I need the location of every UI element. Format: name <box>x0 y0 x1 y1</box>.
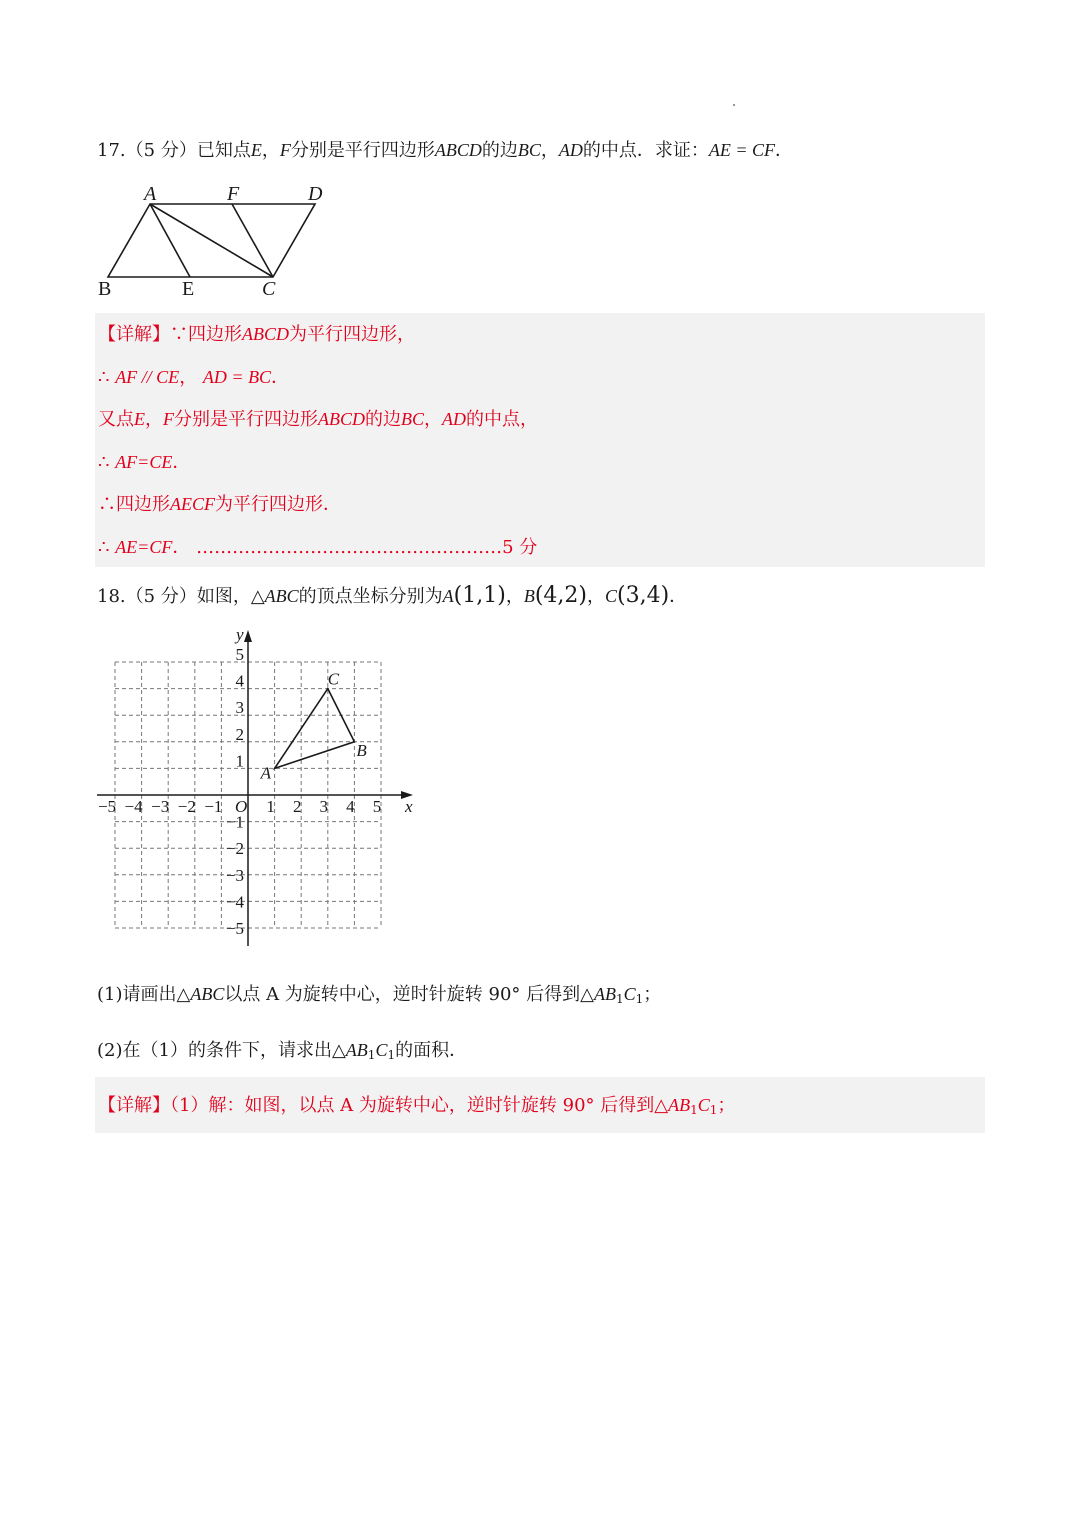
q17-goal: AE = CF <box>708 140 775 160</box>
q18-text: (2)在（1）的条件下，请求出 <box>97 1040 332 1061</box>
sol17-line5 <box>98 491 341 518</box>
x-tick-label: 2 <box>292 797 302 816</box>
sol17-var: AF // CE <box>115 367 180 387</box>
q18-var: ABC <box>190 984 225 1004</box>
sol17-text: ∴四边形 <box>98 494 170 515</box>
sol17-text: ∴ <box>98 367 110 388</box>
q18-text: ； <box>643 984 662 1005</box>
x-tick-label: −1 <box>204 797 223 816</box>
sol17-line3 <box>98 406 538 433</box>
sol17-text: ∴ <box>98 452 110 473</box>
y-axis-arrow <box>244 630 252 642</box>
sol17-text: 又点 <box>98 409 134 430</box>
q18-score: （5 分） <box>125 586 197 607</box>
sol17-var: AD = BC <box>202 367 272 387</box>
x-tick-label: −3 <box>151 797 170 816</box>
solution-17-box <box>95 313 985 567</box>
sol17-var: E <box>134 409 145 429</box>
sol17-text: 的中点， <box>466 409 539 430</box>
sol17-var: F <box>163 409 174 429</box>
sol17-line2 <box>98 364 289 391</box>
q18-text: 的面积． <box>395 1040 468 1061</box>
q18-number: 18. <box>97 586 126 607</box>
x-tick-label: −5 <box>97 797 117 816</box>
label-d: D <box>308 183 323 205</box>
y-tick-label: 4 <box>235 671 244 691</box>
label-e: E <box>182 278 195 300</box>
q18-coord: (3,4) <box>617 583 670 608</box>
sol17-var: ABCD <box>318 409 365 429</box>
subscript: 1 <box>387 1048 396 1062</box>
page-dot <box>733 104 735 106</box>
q17-sep: ， <box>540 140 559 161</box>
triangle-symbol: △ <box>654 1095 669 1116</box>
q18-var: AB <box>593 984 616 1004</box>
q17-var: E <box>250 140 262 160</box>
q17-var: F <box>279 140 291 160</box>
subscript: 1 <box>367 1048 376 1062</box>
subscript: 1 <box>709 1103 718 1117</box>
sol17-text: ， <box>145 409 163 430</box>
q17-statement <box>97 137 793 164</box>
q18-coord: (4,2) <box>534 583 587 608</box>
q18-var: C <box>604 586 617 606</box>
sol17-line4 <box>98 449 190 476</box>
x-tick-label: −4 <box>124 797 143 816</box>
q17-var: BC <box>517 140 541 160</box>
sol17-text: ． <box>271 367 290 388</box>
subscript: 1 <box>635 992 644 1006</box>
triangle-symbol: △ <box>580 984 594 1005</box>
solution-tag: 【详解】 <box>98 1095 170 1116</box>
subscript: 1 <box>690 1103 698 1117</box>
segment-fc <box>232 204 273 277</box>
x-tick-label: 1 <box>266 797 275 816</box>
sol17-text: ， <box>179 367 198 388</box>
y-axis-label: y <box>236 625 244 644</box>
solution-18-box <box>95 1077 985 1133</box>
q18-var: A <box>442 586 454 606</box>
q18-text: 如图， <box>196 586 251 607</box>
sol17-text: ， <box>424 409 443 430</box>
sol18-line1 <box>98 1092 735 1123</box>
sol17-text: 分别是平行四边形 <box>174 409 318 430</box>
point-label-c: C <box>327 669 340 689</box>
q17-var: ABCD <box>434 140 482 160</box>
sol17-text: ∵四边形 <box>170 324 242 345</box>
x-tick-label: 3 <box>319 797 329 816</box>
q17-text: 的边 <box>481 140 518 161</box>
point-label-b: B <box>356 740 367 760</box>
triangle-abc <box>275 689 355 769</box>
sol18-text: （1）解：如图，以点 A 为旋转中心，逆时针旋转 90° 后得到 <box>170 1095 655 1116</box>
q18-var: △ABC <box>250 586 299 606</box>
x-tick-label: 4 <box>346 797 355 816</box>
origin-label: O <box>235 797 248 816</box>
q17-score: （5 分） <box>125 140 197 161</box>
y-tick-label: −2 <box>225 839 244 859</box>
sol17-line1 <box>98 321 415 348</box>
sol17-text: ∴ <box>98 537 110 558</box>
q18-text: 的顶点坐标分别为 <box>298 586 443 607</box>
sol17-text: ． <box>172 452 191 473</box>
q18-var: AB <box>345 1040 368 1060</box>
sol17-var: AD <box>442 409 467 429</box>
x-tick-label: −2 <box>177 797 196 816</box>
sol17-text: 为平行四边形． <box>215 494 341 515</box>
y-tick-label: −4 <box>225 892 244 912</box>
sol17-var: AF=CE <box>115 452 173 472</box>
sol17-line6 <box>98 534 537 561</box>
q17-text: 分别是平行四边形 <box>290 140 435 161</box>
y-tick-label: 3 <box>235 698 244 718</box>
y-tick-label: 2 <box>235 724 244 744</box>
x-axis-label: x <box>405 797 413 816</box>
sol17-text: ． <box>172 537 191 558</box>
q17-var: AD <box>558 140 583 160</box>
q17-number: 17. <box>97 140 126 161</box>
score-dots: ……………………………………………5 分 <box>196 537 538 558</box>
label-c: C <box>262 278 276 300</box>
y-tick-label: −3 <box>225 865 244 885</box>
q18-var: C <box>375 1040 388 1060</box>
triangle-symbol: △ <box>331 1040 346 1061</box>
q17-text: 的中点．求证： <box>582 140 709 161</box>
coordinate-plane <box>92 620 442 960</box>
q18-var: B <box>523 586 535 606</box>
q18-sep: ， <box>505 586 524 607</box>
q18-sep: ， <box>586 586 605 607</box>
sol17-var: BC <box>401 409 425 429</box>
q18-statement <box>97 583 687 610</box>
segment-ac <box>150 204 273 277</box>
solution-tag: 【详解】 <box>98 324 170 345</box>
label-a: A <box>144 183 157 205</box>
label-f: F <box>227 183 240 205</box>
sol18-var: AB <box>668 1095 691 1115</box>
sol17-text: 的边 <box>365 409 401 430</box>
q17-end: ． <box>774 140 793 161</box>
q18-var: C <box>623 984 636 1004</box>
label-b: B <box>98 278 112 300</box>
x-tick-label: 5 <box>372 797 382 816</box>
sol18-text: ； <box>717 1095 736 1116</box>
q18-text: (1)请画出△ <box>97 984 191 1005</box>
parallelogram-figure <box>90 178 340 302</box>
q18-part1 <box>97 981 661 1012</box>
q18-end: ． <box>669 586 688 607</box>
sol17-var: ABCD <box>242 324 289 344</box>
y-tick-label: −5 <box>225 919 244 938</box>
sol17-text: 为平行四边形， <box>289 324 415 345</box>
point-label-a: A <box>260 763 271 783</box>
q17-text: 已知点 <box>196 140 251 161</box>
y-tick-label: 5 <box>235 645 244 664</box>
subscript: 1 <box>615 992 624 1006</box>
y-tick-label: 1 <box>235 751 244 771</box>
sol17-var: AECF <box>170 494 215 514</box>
y-tick-label: −1 <box>225 812 244 832</box>
q17-sep: ， <box>261 140 280 161</box>
sol18-var: C <box>697 1095 710 1115</box>
sol17-var: AE=CF <box>115 537 173 557</box>
q18-part2 <box>97 1037 467 1068</box>
q18-coord: (1,1) <box>453 583 506 608</box>
q18-text: 以点 A 为旋转中心，逆时针旋转 90° 后得到 <box>224 984 581 1005</box>
